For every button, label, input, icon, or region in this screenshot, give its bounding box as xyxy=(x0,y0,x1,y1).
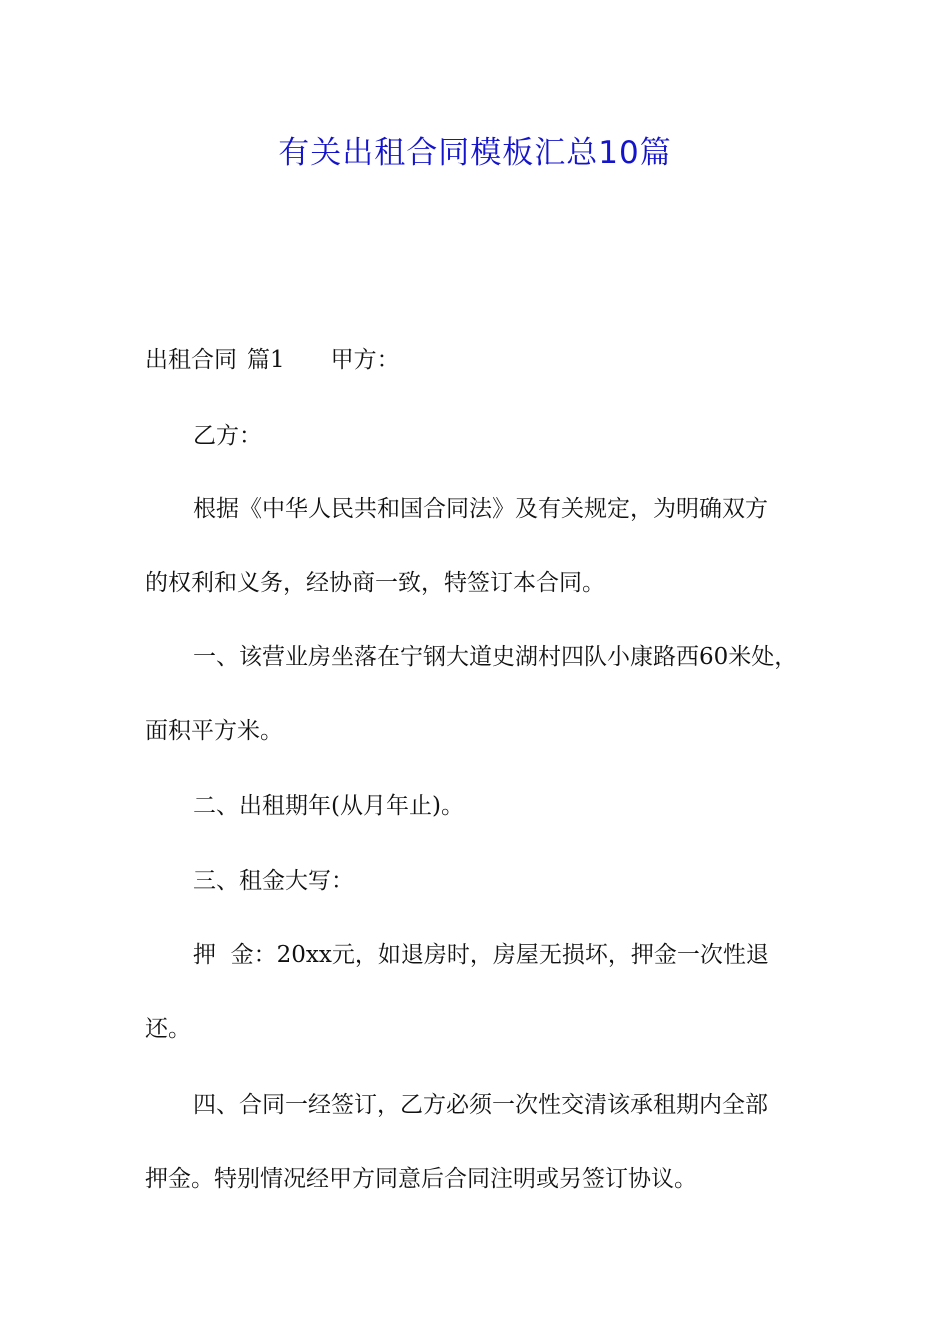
party-a-label: 甲方： xyxy=(330,347,400,373)
section-number: 篇1 xyxy=(247,347,285,373)
paragraph-line: 一、该营业房坐落在宁钢大道史湖村四队小康路西60米处， xyxy=(193,644,798,670)
document-title: 有关出租合同模板汇总10篇 xyxy=(278,135,672,171)
section-label: 出租合同 xyxy=(145,347,237,373)
paragraph-line: 还。 xyxy=(145,1016,191,1042)
paragraph-line: 四、合同一经签订，乙方必须一次性交清该承租期内全部 xyxy=(193,1092,768,1118)
section-heading xyxy=(145,345,400,375)
paragraph-line: 的权利和义务，经协商一致，特签订本合同。 xyxy=(145,570,605,596)
paragraph-line: 二、出租期年(从月年止)。 xyxy=(193,793,464,819)
paragraph-line: 面积平方米。 xyxy=(145,718,283,744)
party-b-line: 乙方： xyxy=(193,423,262,449)
paragraph-line: 三、租金大写： xyxy=(193,868,354,894)
paragraph-line: 押 金：20xx元，如退房时，房屋无损坏，押金一次性退 xyxy=(193,942,769,968)
paragraph-line: 根据《中华人民共和国合同法》及有关规定，为明确双方 xyxy=(193,496,768,522)
paragraph-line: 押金。特别情况经甲方同意后合同注明或另签订协议。 xyxy=(145,1166,697,1192)
